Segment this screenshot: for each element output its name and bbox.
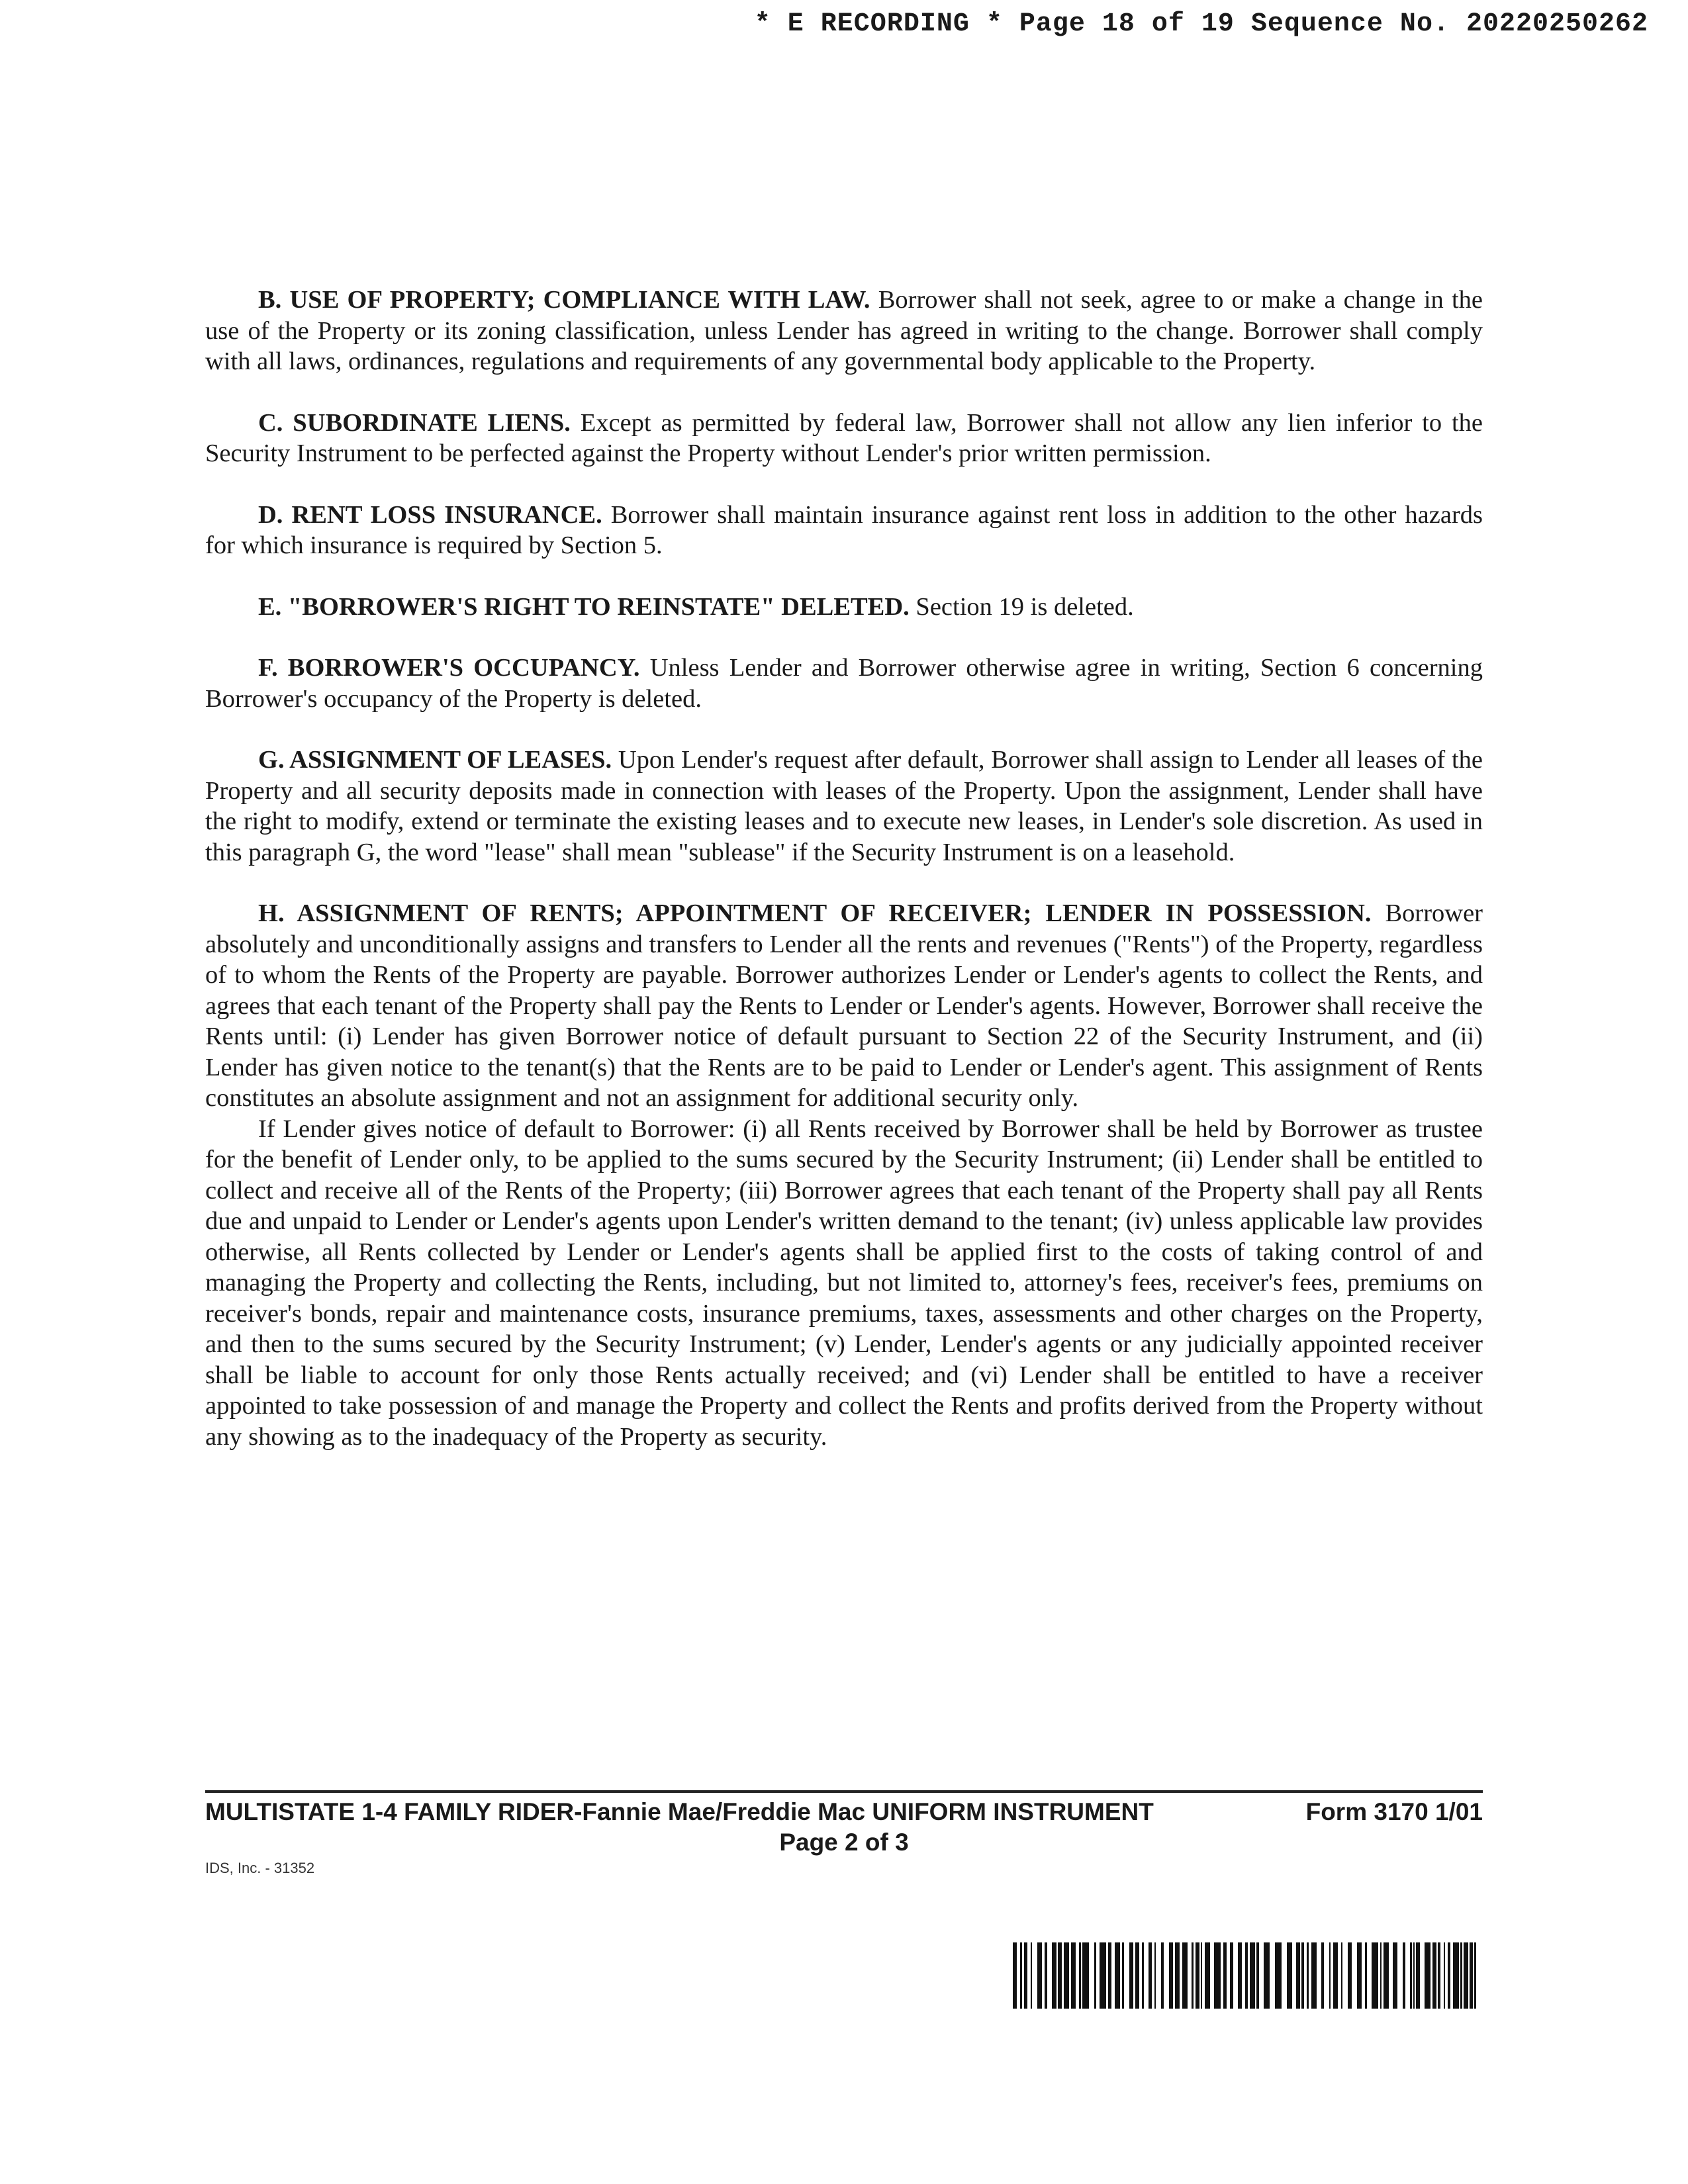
barcode-bar xyxy=(1311,1942,1317,2009)
section-body: Except as permitted by federal law, Borrower shall not allow any lien inferior to the Security Instrument to be perfected against the Property without Lender's prior written permission. xyxy=(205,408,1483,467)
barcode-bar xyxy=(1410,1942,1412,2009)
barcode-bar xyxy=(1149,1942,1152,2009)
barcode-bar xyxy=(1474,1942,1476,2009)
barcode-bar xyxy=(1357,1942,1362,2009)
section-heading: E. "BORROWER'S RIGHT TO REINSTATE" DELETED. xyxy=(258,592,910,621)
barcode-bar xyxy=(1425,1942,1430,2009)
section-heading: C. SUBORDINATE LIENS. xyxy=(258,408,571,437)
section-b xyxy=(205,285,1483,377)
barcode-bar xyxy=(1460,1942,1462,2009)
barcode-bar xyxy=(1329,1942,1331,2009)
barcode-bar xyxy=(1307,1942,1309,2009)
barcode-bar xyxy=(1470,1942,1473,2009)
barcode-bar xyxy=(1115,1942,1120,2009)
section-body: Borrower shall maintain insurance against rent loss in addition to the other hazards for which insurance is required by Section 5. xyxy=(205,500,1483,559)
barcode-bar xyxy=(1341,1942,1342,2009)
barcode-bar xyxy=(1380,1942,1382,2009)
section-heading: D. RENT LOSS INSURANCE. xyxy=(258,500,602,529)
barcode-bar xyxy=(1045,1942,1047,2009)
document-id: IDS, Inc. - 31352 xyxy=(205,1860,315,1876)
barcode-bar xyxy=(1052,1942,1056,2009)
barcode-bar xyxy=(1196,1942,1199,2009)
barcode-bar xyxy=(1079,1942,1081,2009)
form-footer xyxy=(205,1790,1483,1856)
barcode-bar xyxy=(1333,1942,1338,2009)
footer-rule xyxy=(205,1790,1483,1793)
section-f xyxy=(205,653,1483,714)
barcode-bar xyxy=(1037,1942,1042,2009)
barcode-bar xyxy=(1182,1942,1188,2009)
barcode-bar xyxy=(1031,1942,1032,2009)
footer-page-number: Page 2 of 3 xyxy=(779,1829,909,1856)
barcode-bar xyxy=(1094,1942,1096,2009)
barcode-bar xyxy=(1348,1942,1352,2009)
barcode-bar xyxy=(1275,1942,1282,2009)
section-body: Section 19 is deleted. xyxy=(909,592,1134,621)
barcode-bar xyxy=(1448,1942,1450,2009)
barcode-bar xyxy=(1122,1942,1124,2009)
section-heading: G. ASSIGNMENT OF LEASES. xyxy=(258,746,612,774)
barcode-bar xyxy=(1416,1942,1420,2009)
barcode-bar xyxy=(1287,1942,1292,2009)
section-body: Borrower shall not seek, agree to or make a change in the use of the Property or its zoning classification, unless Lender has agreed in writing to the change. Borrower shall comply with all laws, ordinances, regulations and requirements of any governmental body applicable to the Property. xyxy=(205,286,1483,375)
barcode-bar xyxy=(1413,1942,1415,2009)
barcode-bar xyxy=(1301,1942,1304,2009)
barcode-bar xyxy=(1058,1942,1062,2009)
barcode-bar xyxy=(1020,1942,1022,2009)
footer-title: MULTISTATE 1-4 FAMILY RIDER-Fannie Mae/Freddie Mac UNIFORM INSTRUMENT xyxy=(205,1798,1154,1825)
document-body xyxy=(205,285,1483,1452)
section-g xyxy=(205,745,1483,868)
barcode-bar xyxy=(1453,1942,1459,2009)
barcode-bar xyxy=(1135,1942,1139,2009)
barcode-bar xyxy=(1296,1942,1300,2009)
barcode-bar xyxy=(1264,1942,1270,2009)
barcode-bar xyxy=(1365,1942,1367,2009)
barcode-bar xyxy=(1071,1942,1076,2009)
section-c xyxy=(205,408,1483,469)
barcode-bar xyxy=(1161,1942,1164,2009)
barcode-bar xyxy=(1438,1942,1440,2009)
barcode-image xyxy=(1013,1942,1476,2009)
barcode-bar xyxy=(1383,1942,1389,2009)
barcode-bar xyxy=(1108,1942,1111,2009)
barcode-bar xyxy=(1230,1942,1233,2009)
barcode-bar xyxy=(1175,1942,1180,2009)
barcode-bar xyxy=(1082,1942,1089,2009)
barcode-bar xyxy=(1205,1942,1210,2009)
barcode-bar xyxy=(1013,1942,1017,2009)
barcode-bar xyxy=(1154,1942,1156,2009)
section-heading: F. BORROWER'S OCCUPANCY. xyxy=(258,654,640,682)
footer-form-number: Form 3170 1/01 xyxy=(1305,1798,1483,1825)
barcode-bar xyxy=(1245,1942,1248,2009)
barcode-bar xyxy=(1142,1942,1144,2009)
section-body: Unless Lender and Borrower otherwise agree in writing, Section 6 concerning Borrower's occupancy of the Property is deleted. xyxy=(205,654,1483,713)
barcode-bar xyxy=(1192,1942,1194,2009)
barcode-bar xyxy=(1432,1942,1436,2009)
barcode-bar xyxy=(1464,1942,1468,2009)
barcode-bar xyxy=(1100,1942,1106,2009)
barcode-bar xyxy=(1250,1942,1255,2009)
section-d xyxy=(205,500,1483,561)
section-heading: B. USE OF PROPERTY; COMPLIANCE WITH LAW. xyxy=(258,286,870,314)
barcode-bar xyxy=(1238,1942,1242,2009)
barcode-bar xyxy=(1403,1942,1405,2009)
section-h-continuation: If Lender gives notice of default to Borrower: (i) all Rents received by Borrower shall be held by Borrower as trustee for the benefit of Lender only, to be applied to the sums secured by the Security Instrument; (ii) Lender shall be entitled to collect and receive all of the Rents of the Property; (iii) Borrower agrees that each tenant of the Property shall pay all Rents due and unpaid to Lender or Lender's agents upon Lender's written demand to the tenant; (iv) unless applicable law provides otherwise, all Rents collected by Lender or Lender's agents shall be applied first to the costs of taking control of and managing the Property and collecting the Rents, including, but not limited to, attorney's fees, receiver's fees, premiums on receiver's bonds, repair and maintenance costs, insurance premiums, taxes, assessments and other charges on the Property, and then to the sums secured by the Security Instrument; (v) Lender, Lender's agents or any judicially appointed receiver shall be liable to account for only those Rents actually received; and (vi) Lender shall be entitled to have a receiver appointed to take possession of and manage the Property and collect the Rents and profits derived from the Property without any showing as to the inadequacy of the Property as security. xyxy=(205,1115,1483,1451)
barcode-bar xyxy=(1444,1942,1445,2009)
section-body: Borrower absolutely and unconditionally assigns and transfers to Lender all the rents and revenues ("Rents") of the Property, regardless of to whom the Rents of the Property are payable. Borrower authorizes Lender or Lender's agents to collect the Rents, and agrees that each tenant of the Property shall pay the Rents to Lender or Lender's agents. However, Borrower shall receive the Rents until: (i) Lender has given Borrower notice of default pursuant to Section 22 of the Security Instrument, and (ii) Lender has given notice to the tenant(s) that the Rents are to be paid to Lender or Lender's agent. This assignment of Rents constitutes an absolute assignment and not an assignment for additional security only. xyxy=(205,899,1483,1112)
barcode-bar xyxy=(1129,1942,1133,2009)
section-h xyxy=(205,898,1483,1114)
barcode-bar xyxy=(1024,1942,1027,2009)
barcode-bar xyxy=(1064,1942,1069,2009)
barcode-bar xyxy=(1256,1942,1259,2009)
barcode-bar xyxy=(1223,1942,1227,2009)
barcode-bar xyxy=(1372,1942,1378,2009)
barcode-bar xyxy=(1169,1942,1173,2009)
barcode-bar xyxy=(1201,1942,1202,2009)
barcode-bar xyxy=(1321,1942,1324,2009)
barcode-bar xyxy=(1393,1942,1397,2009)
section-heading: H. ASSIGNMENT OF RENTS; APPOINTMENT OF RECEIVER; LENDER IN POSSESSION. xyxy=(258,899,1372,927)
section-body: Upon Lender's request after default, Borrower shall assign to Lender all leases of the Property and all security deposits made in connection with leases of the Property. Upon the assignment, Lender shall have the right to modify, extend or terminate the existing leases and to execute new leases, in Lender's sole discretion. As used in this paragraph G, the word "lease" shall mean "sublease" if the Security Instrument is on a leasehold. xyxy=(205,746,1483,866)
barcode-bar xyxy=(1214,1942,1221,2009)
recording-header: * E RECORDING * Page 18 of 19 Sequence No. 20220250262 xyxy=(754,9,1648,39)
section-e xyxy=(205,592,1483,623)
